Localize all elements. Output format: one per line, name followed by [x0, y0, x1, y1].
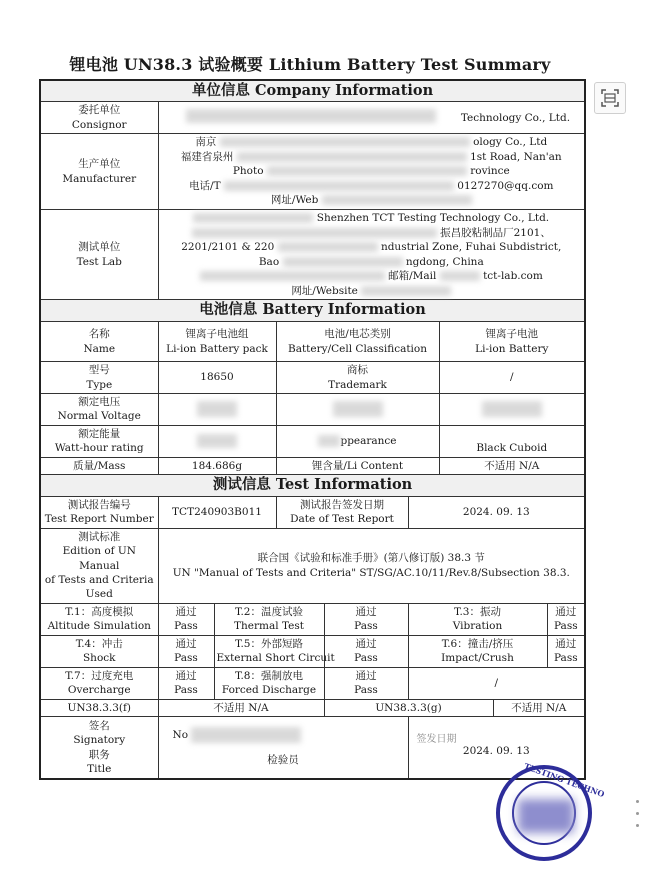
result-en: Pass — [553, 652, 578, 665]
result-en: Pass — [354, 652, 378, 665]
signature-row — [40, 717, 585, 779]
test-name-en: Altitude Simulation — [47, 620, 151, 633]
test-t1-result — [158, 603, 214, 635]
test-name-en: Thermal Test — [234, 620, 304, 633]
redacted-block — [193, 213, 313, 223]
result-en: Pass — [174, 620, 198, 633]
test-name-en: Forced Discharge — [221, 684, 317, 697]
report-date-label-cn: 测试报告签发日期 — [300, 498, 384, 511]
lab-line: ndustrial Zone, Fuhai Subdistrict, — [380, 241, 562, 254]
title-label-cn: 职务 — [88, 748, 110, 761]
type-label-cn: 型号 — [88, 364, 110, 377]
test-name-cn: T.6：撞击/挤压 — [441, 637, 514, 650]
trademark-label-en: Trademark — [328, 378, 387, 391]
consignor-label-cn: 委托单位 — [78, 104, 121, 117]
un-g-label: UN38.3.3(g) — [324, 699, 493, 716]
energy-value — [158, 425, 276, 457]
appearance-label-text: ppearance — [340, 435, 397, 448]
un-row — [40, 699, 585, 716]
lab-line: 邮箱/Mail — [388, 270, 437, 283]
redacted-block — [278, 242, 378, 252]
lab-line: 振昌胶粘制品厂2101、 — [440, 226, 551, 239]
report-no-label — [40, 496, 158, 528]
report-row — [40, 496, 585, 528]
testlab-label-cn: 测试单位 — [78, 241, 121, 254]
trademark-label-cn: 商标 — [347, 364, 368, 377]
test-name-cn: T.1：高度模拟 — [65, 605, 134, 618]
redacted-block — [333, 401, 383, 417]
result-en: Pass — [553, 620, 578, 633]
page-title: 锂电池 UN38.3 试验概要 Lithium Battery Test Summary — [69, 55, 551, 74]
name-label-en: Name — [83, 342, 116, 355]
test-name-en: Shock — [82, 652, 116, 665]
voltage-label-en: Normal Voltage — [57, 410, 141, 423]
trademark-value: / — [439, 362, 585, 394]
test-t5 — [214, 635, 335, 667]
result-cn: 通过 — [175, 605, 197, 618]
test-row — [40, 667, 585, 699]
test-t8 — [214, 667, 324, 699]
inspector-title: 检验员 — [267, 754, 299, 767]
report-date-value: 2024. 09. 13 — [408, 496, 585, 528]
test-t8-result — [324, 667, 408, 699]
result-cn: 通过 — [555, 637, 577, 650]
signature-value — [158, 717, 408, 779]
result-en: Pass — [354, 684, 378, 697]
result-en: Pass — [174, 684, 198, 697]
company-section-header: 单位信息 Company Information — [40, 80, 585, 102]
test-t5-result — [324, 635, 408, 667]
signature-label — [40, 717, 158, 779]
redacted-block — [197, 401, 237, 417]
redacted-block — [197, 434, 237, 448]
classification-label — [276, 322, 439, 362]
title-label-en: Title — [87, 763, 112, 776]
mass-value: 184.686g — [158, 457, 276, 474]
lab-line: tct-lab.com — [483, 270, 543, 283]
standard-label-en: Used — [85, 588, 113, 601]
consignor-row — [40, 102, 585, 134]
un-g-value: 不适用 N/A — [493, 699, 585, 716]
result-cn: 通过 — [355, 669, 377, 682]
lab-line: ngdong, China — [405, 255, 484, 268]
battery-section-header: 电池信息 Battery Information — [40, 300, 585, 322]
test-t7-result — [158, 667, 214, 699]
standard-label — [40, 528, 158, 603]
trademark-label — [276, 362, 439, 394]
energy-label — [40, 425, 158, 457]
result-cn: 通过 — [175, 669, 197, 682]
test-t3-result — [547, 603, 585, 635]
appearance-value: Black Cuboid — [439, 425, 585, 457]
voltage-mid — [276, 394, 439, 426]
report-date-label — [276, 496, 408, 528]
mfr-line: 电话/T — [189, 179, 221, 192]
scan-icon[interactable] — [594, 82, 626, 114]
redacted-block — [482, 401, 542, 417]
standard-value — [158, 528, 585, 603]
consignor-name: Technology Co., Ltd. — [460, 112, 571, 125]
energy-row — [40, 425, 585, 457]
lab-line: 2201/2101 & 220 — [181, 241, 275, 254]
mfr-line: 网址/Web — [270, 194, 319, 207]
test-name-en: Vibration — [452, 620, 503, 633]
redacted-block — [267, 166, 467, 176]
test-name-en: Overcharge — [67, 684, 131, 697]
redacted-block — [318, 435, 340, 447]
name-value — [158, 322, 276, 362]
manufacturer-row — [40, 134, 585, 210]
consignor-value — [158, 102, 585, 134]
test-t2-result — [324, 603, 408, 635]
classification-value — [439, 322, 585, 362]
mfr-line: 0127270@qq.com — [457, 179, 554, 192]
scroll-dot — [636, 800, 639, 803]
consignor-label — [40, 102, 158, 134]
redacted-block — [224, 181, 454, 191]
un-f-value: 不适用 N/A — [158, 699, 324, 716]
test-name-cn: T.7：过度充电 — [65, 669, 134, 682]
name-label — [40, 322, 158, 362]
voltage-right — [439, 394, 585, 426]
redacted-block — [361, 286, 451, 296]
summary-table — [39, 79, 586, 780]
test-name-cn: T.4：冲击 — [75, 637, 123, 650]
energy-label-en: Watt-hour rating — [54, 442, 144, 455]
stamp-text: TESTING TECHNO — [522, 760, 606, 800]
test-row — [40, 603, 585, 635]
test-name-cn: T.5：外部短路 — [235, 637, 303, 650]
voltage-label — [40, 394, 158, 426]
lab-line: Bao — [258, 255, 280, 268]
report-no-value: TCT240903B011 — [158, 496, 276, 528]
test-name-en: Impact/Crush — [441, 652, 514, 665]
signer-name: No — [172, 729, 189, 742]
sign-date-label: 签发日期 — [416, 734, 457, 746]
type-label-en: Type — [86, 378, 113, 391]
testlab-label-en: Test Lab — [76, 255, 122, 268]
result-cn: 通过 — [355, 637, 377, 650]
battery-name-row — [40, 322, 585, 362]
energy-label-cn: 额定能量 — [78, 427, 121, 440]
un-f-label: UN38.3.3(f) — [40, 699, 158, 716]
test-t3 — [408, 603, 547, 635]
mfr-line: rovince — [470, 165, 510, 178]
manufacturer-label — [40, 134, 158, 210]
standard-value-en: UN "Manual of Tests and Criteria" ST/SG/AC.10/11/Rev.8/Subsection 38.3. — [172, 566, 570, 579]
redacted-block — [191, 727, 301, 743]
testlab-label — [40, 210, 158, 300]
testlab-value — [158, 210, 585, 300]
report-date-label-en: Date of Test Report — [290, 513, 394, 526]
name-label-cn: 名称 — [88, 328, 110, 341]
mfr-line: 1st Road, Nan'an — [470, 150, 562, 163]
redacted-block — [440, 271, 480, 281]
mass-row — [40, 457, 585, 474]
type-row — [40, 362, 585, 394]
sign-date: 2024. 09. 13 — [462, 745, 530, 758]
mfr-line: ology Co., Ltd — [473, 136, 548, 149]
redacted-block — [237, 152, 467, 162]
result-cn: 通过 — [355, 605, 377, 618]
test-empty: / — [408, 667, 585, 699]
redacted-block — [283, 257, 403, 267]
test-name-cn: T.3：振动 — [454, 605, 501, 618]
mfr-line: 福建省泉州 — [180, 150, 234, 163]
scan-glyph — [600, 88, 620, 108]
lab-line: 网址/Website — [291, 284, 358, 297]
test-t2 — [214, 603, 324, 635]
manufacturer-label-en: Manufacturer — [62, 172, 137, 185]
classification-label-en: Battery/Cell Classification — [287, 342, 427, 355]
scroll-dot — [636, 812, 639, 815]
mass-label: 质量/Mass — [40, 457, 158, 474]
test-section-header: 测试信息 Test Information — [40, 475, 585, 496]
type-value: 18650 — [158, 362, 276, 394]
test-t6-result — [547, 635, 585, 667]
voltage-row — [40, 394, 585, 426]
redacted-block — [186, 109, 436, 123]
redacted-block — [220, 137, 470, 147]
name-value-en: Li-ion Battery pack — [166, 342, 268, 355]
result-cn: 通过 — [175, 637, 197, 650]
test-t4-result — [158, 635, 214, 667]
result-cn: 通过 — [555, 605, 577, 618]
redacted-block — [192, 228, 437, 238]
classification-label-cn: 电池/电芯类别 — [324, 328, 391, 341]
classification-value-cn: 锂离子电池 — [485, 328, 539, 341]
report-no-label-en: Test Report Number — [44, 513, 154, 526]
test-t7 — [40, 667, 158, 699]
standard-label-en: Edition of UN Manual — [62, 545, 136, 572]
standard-label-en: of Tests and Criteria — [44, 574, 154, 586]
mfr-line: Photo — [232, 165, 264, 178]
li-content-label: 锂含量/Li Content — [276, 457, 439, 474]
test-name-en: External Short Circuit — [216, 652, 335, 665]
signatory-label-en: Signatory — [73, 734, 126, 747]
test-t1 — [40, 603, 158, 635]
redacted-block — [518, 799, 574, 833]
voltage-label-cn: 额定电压 — [78, 396, 121, 408]
seal-stamp — [496, 760, 606, 861]
standard-row — [40, 528, 585, 603]
test-t4 — [40, 635, 158, 667]
mfr-line: 南京 — [195, 136, 217, 149]
manufacturer-value — [158, 134, 585, 210]
voltage-value — [158, 394, 276, 426]
testlab-row — [40, 210, 585, 300]
name-value-cn: 锂离子电池组 — [185, 328, 249, 341]
consignor-label-en: Consignor — [71, 118, 127, 131]
test-name-cn: T.8：强制放电 — [235, 669, 303, 682]
manufacturer-label-cn: 生产单位 — [78, 158, 121, 171]
result-en: Pass — [354, 620, 378, 633]
scroll-dot — [636, 824, 639, 827]
lab-line: Shenzhen TCT Testing Technology Co., Ltd. — [316, 212, 550, 225]
signatory-label-cn: 签名 — [88, 719, 110, 732]
report-no-label-cn: 测试报告编号 — [67, 498, 131, 511]
test-t6 — [408, 635, 547, 667]
standard-label-cn: 测试标准 — [78, 530, 121, 543]
test-row — [40, 635, 585, 667]
li-content-value: 不适用 N/A — [439, 457, 585, 474]
test-name-cn: T.2：温度试验 — [235, 605, 303, 618]
appearance-label — [276, 425, 439, 457]
type-label — [40, 362, 158, 394]
result-en: Pass — [174, 652, 198, 665]
classification-value-en: Li-ion Battery — [475, 342, 549, 355]
standard-value-cn: 联合国《试验和标准手册》(第八修订版) 38.3 节 — [257, 552, 485, 565]
redacted-block — [322, 195, 472, 205]
redacted-block — [200, 271, 385, 281]
